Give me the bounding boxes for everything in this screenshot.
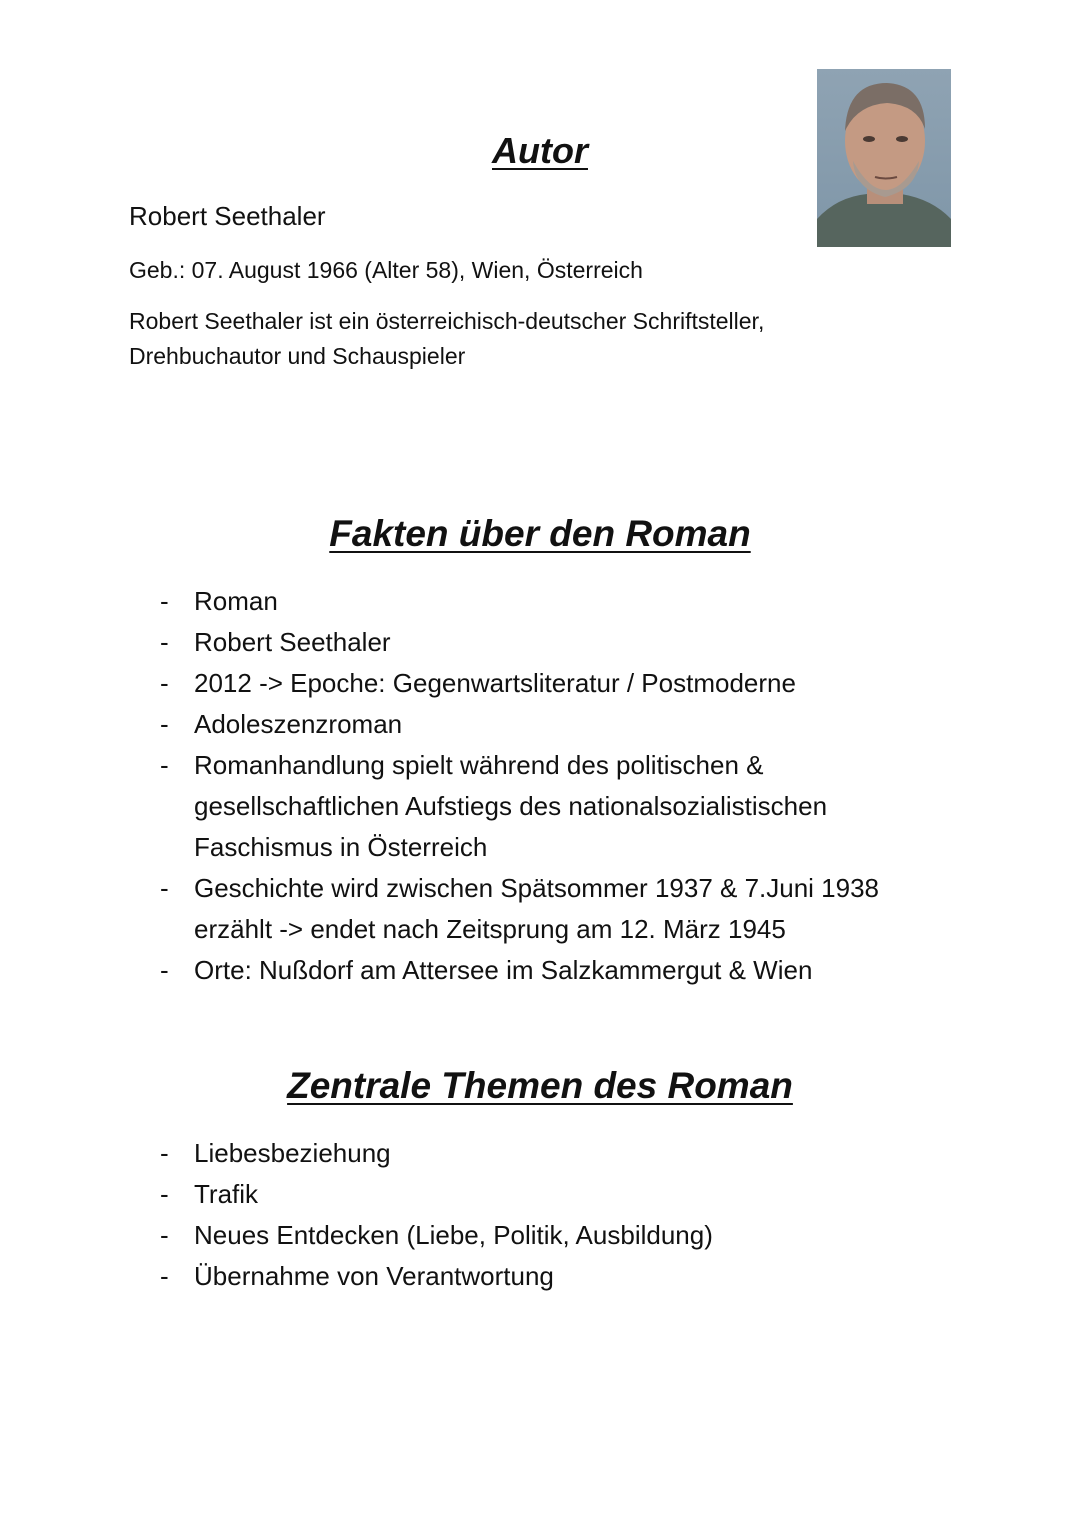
list-item: - Romanhandlung spielt während des politischen & gesellschaftlichen Aufstiegs des nationalsozialistischen Faschismus in Österreich xyxy=(160,750,828,862)
list-item: - Neues Entdecken (Liebe, Politik, Ausbildung) xyxy=(160,1220,713,1250)
author-birth: Geb.: 07. August 1966 (Alter 58), Wien, Österreich xyxy=(129,257,643,283)
themes-list xyxy=(160,1133,960,1297)
author-description-line1: Robert Seethaler ist ein österreichisch-deutscher Schriftsteller, xyxy=(129,308,765,334)
list-item: - Orte: Nußdorf am Attersee im Salzkammergut & Wien xyxy=(160,955,813,985)
author-name: Robert Seethaler xyxy=(129,201,326,231)
list-item: - Robert Seethaler xyxy=(160,627,391,657)
themes-heading: Zentrale Themen des Roman xyxy=(287,1065,793,1106)
list-item: - Trafik xyxy=(160,1179,259,1209)
list-item: - Adoleszenzroman xyxy=(160,709,403,739)
author-description-line2: Drehbuchautor und Schauspieler xyxy=(129,343,466,369)
author-heading: Autor xyxy=(492,130,588,171)
list-item: - Übernahme von Verantwortung xyxy=(160,1261,554,1291)
facts-list xyxy=(160,581,940,991)
facts-heading: Fakten über den Roman xyxy=(329,513,751,554)
list-item: - Liebesbeziehung xyxy=(160,1138,391,1168)
list-item: - Roman xyxy=(160,586,278,616)
list-item: - 2012 -> Epoche: Gegenwartsliteratur / Postmoderne xyxy=(160,668,796,698)
list-item: - Geschichte wird zwischen Spätsommer 1937 & 7.Juni 1938 erzählt -> endet nach Zeitsprung am 12. März 1945 xyxy=(160,873,880,944)
